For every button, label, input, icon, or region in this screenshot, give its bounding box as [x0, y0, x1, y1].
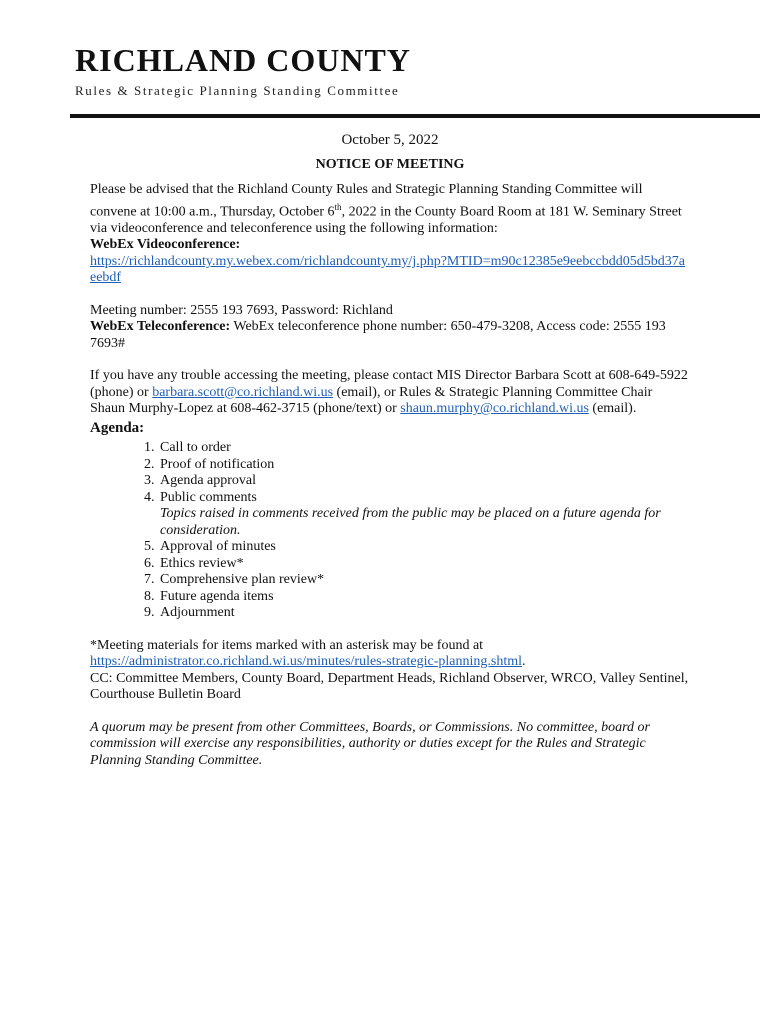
- intro-ordinal-suffix: th: [334, 201, 342, 212]
- webex-tele-label: WebEx Teleconference:: [90, 319, 231, 335]
- agenda-item: [158, 490, 690, 540]
- agenda-list: [90, 440, 690, 622]
- webex-tele-paragraph: [90, 319, 690, 352]
- agenda-item: 1. Call to order: [158, 440, 690, 457]
- trouble-text-3: (email).: [588, 401, 637, 417]
- agenda-item: 7. Comprehensive plan review*: [158, 572, 690, 589]
- webex-tele-text: WebEx teleconference phone number: 650-479-3208, Access code: 2555 193 7693#: [90, 319, 666, 351]
- agenda-item: 2. Proof of notification: [158, 457, 690, 474]
- materials-link[interactable]: https://administrator.co.richland.wi.us/minutes/rules-strategic-planning.shtml: [90, 654, 522, 670]
- cc-line: CC: Committee Members, County Board, Department Heads, Richland Observer, WRCO, Valley Sentinel, Courthouse Bulletin Board: [90, 670, 689, 703]
- webex-video-link[interactable]: https://richlandcounty.my.webex.com/richlandcounty.my/j.php?MTID=m90c12385e9eebccbdd05d5bd37aeebdf: [90, 253, 685, 286]
- county-title: RICHLAND COUNTY: [75, 42, 411, 78]
- agenda-item: 9. Adjournment: [158, 605, 690, 622]
- trouble-paragraph: [90, 368, 690, 418]
- materials-period: .: [521, 654, 526, 670]
- agenda-item-label: Public comments: [160, 489, 257, 505]
- materials-link-line: [90, 654, 690, 671]
- notice-title: NOTICE OF MEETING: [315, 156, 465, 172]
- trouble-text-2: (email), or Rules & Strategic Planning Committee Chair Shaun Murphy-Lopez at 608-462-3715 (phone/text) or: [90, 384, 653, 417]
- materials-text: *Meeting materials for items marked with an asterisk may be found at: [90, 637, 484, 653]
- agenda-item: 6. Ethics review*: [158, 556, 690, 573]
- intro-paragraph: [90, 182, 690, 237]
- trouble-text-1: If you have any trouble accessing the meeting, please contact MIS Director Barbara Scott at 608-649-5922 (phone) or: [90, 368, 688, 400]
- agenda-item: 3. Agenda approval: [158, 473, 690, 490]
- agenda-item: 8. Future agenda items: [158, 589, 690, 606]
- meeting-number-line: Meeting number: 2555 193 7693, Password: Richland: [90, 302, 393, 318]
- agenda-item: 5. Approval of minutes: [158, 539, 690, 556]
- shaun-email-link[interactable]: shaun.murphy@co.richland.wi.us: [400, 401, 589, 417]
- meeting-date: October 5, 2022: [341, 132, 439, 148]
- intro-text-1: Please be advised that the Richland County Rules and Strategic Planning Standing Committee will convene at 10:00 a.m., Thursday, October 6: [90, 182, 643, 220]
- notice-body: [90, 130, 690, 769]
- intro-text-2: , 2022 in the County Board Room at 181 W. Seminary Street via videoconference and teleconference using the following information:: [90, 204, 682, 236]
- committee-subtitle: Rules & Strategic Planning Standing Committee: [75, 83, 400, 98]
- webex-video-label: WebEx Videoconference:: [90, 237, 241, 253]
- barbara-email-link[interactable]: barbara.scott@co.richland.wi.us: [152, 384, 334, 400]
- quorum-notice: A quorum may be present from other Committees, Boards, or Commissions. No committee, board or commission will exercise any responsibilities, authority or duties except for the Rules and Strategic Planning Standing Committee.: [90, 719, 650, 768]
- public-comments-note: Topics raised in comments received from the public may be placed on a future agenda for consideration.: [160, 506, 661, 538]
- header-divider: [70, 114, 760, 118]
- agenda-title: Agenda:: [90, 419, 145, 436]
